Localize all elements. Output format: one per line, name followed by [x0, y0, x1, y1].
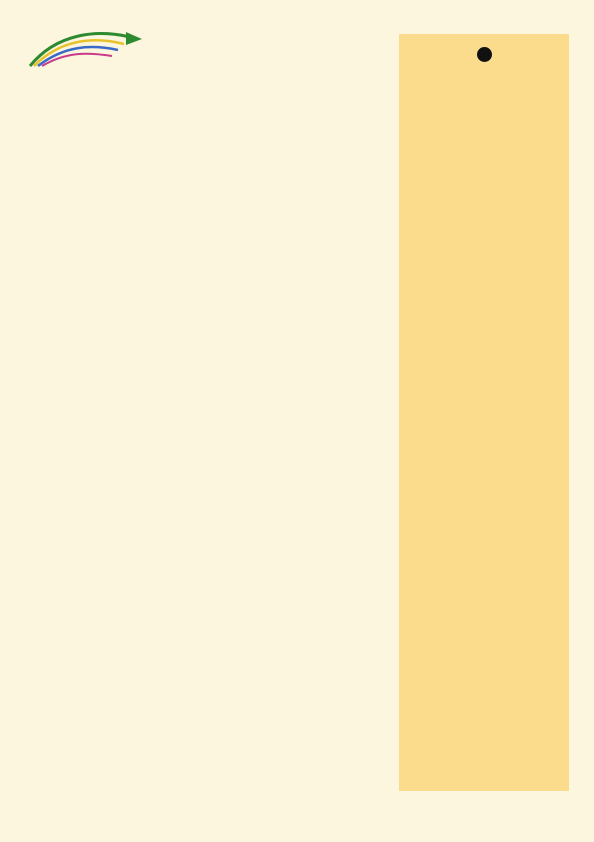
dot-icon: [477, 47, 492, 62]
sidebar-heading: [399, 44, 569, 66]
logo-swoosh-icon: [26, 26, 166, 70]
sidebar-box: [399, 34, 569, 791]
